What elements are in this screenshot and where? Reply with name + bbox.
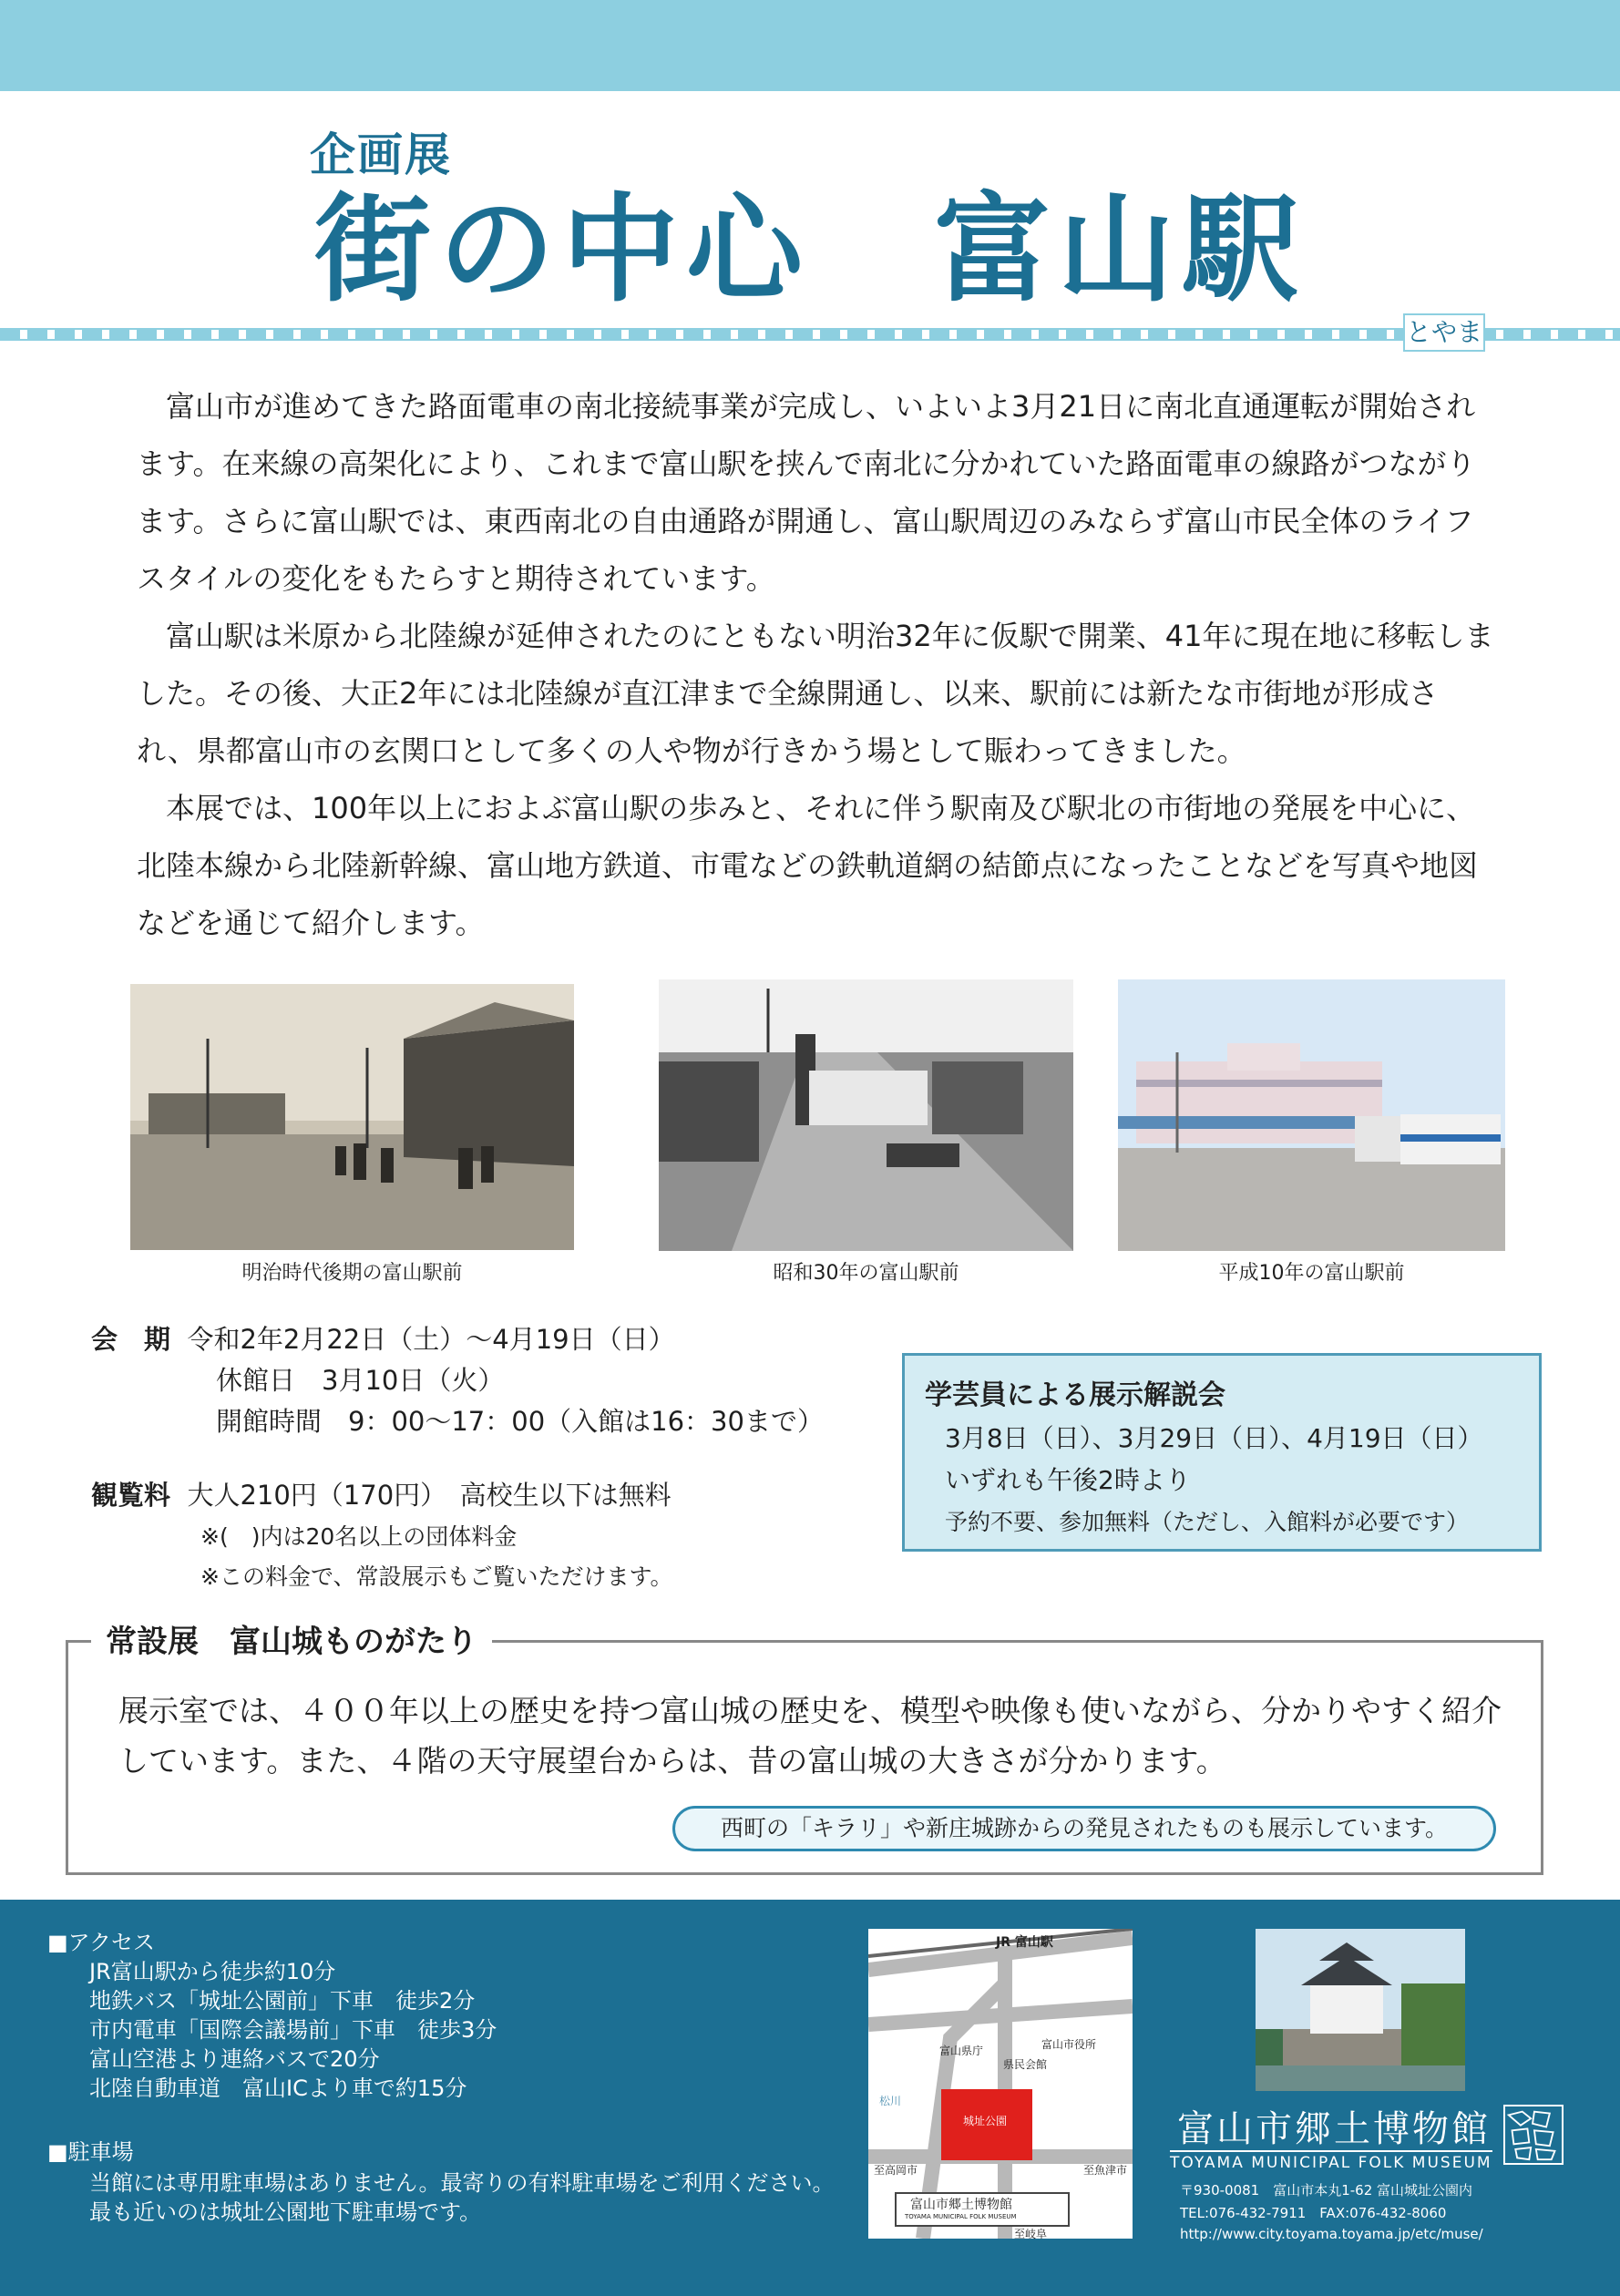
museum-phone: TEL:076-432-7911 FAX:076-432-8060 xyxy=(1180,2205,1447,2221)
photo-showa-station xyxy=(659,979,1073,1251)
fee-note: ※この料金で、常設展示もご覧いただけます。 xyxy=(200,1563,673,1590)
access-item: 地鉄バス「城址公園前」下車 徒歩2分 xyxy=(89,1988,476,2014)
permanent-exhibit-title: 常設展 富山城ものがたり xyxy=(91,1616,492,1661)
intro-paragraph: 本展では、100年以上におよぶ富山駅の歩みと、それに伴う駅南及び駅北の市街地の発展を中心に、北陸本線から北陸新幹線、富山地方鉄道、市電などの鉄軌道網の結節点になったことなどを写真や地図などを通じて紹介します。 xyxy=(137,791,1479,940)
curator-talk-note: 予約不要、参加無料（ただし、入館料が必要です） xyxy=(945,1509,1470,1535)
museum-name-en: TOYAMA MUNICIPAL FOLK MUSEUM xyxy=(1170,2150,1492,2172)
map-label-river: 松川 xyxy=(879,2095,902,2107)
photo-caption: 昭和30年の富山駅前 xyxy=(773,1262,959,1285)
map-label-park: 城址公園 xyxy=(963,2115,1008,2127)
map-label-gifu: 至岐阜 xyxy=(1014,2228,1048,2240)
fee-label: 観覧料 xyxy=(91,1480,171,1511)
museum-name: 富山市郷土博物館 xyxy=(1177,2108,1491,2150)
title-divider xyxy=(0,328,1620,341)
map-label-city-hall: 富山市役所 xyxy=(1041,2038,1097,2051)
photo-caption: 平成10年の富山駅前 xyxy=(1218,1262,1405,1285)
map-label-pref-office: 富山県庁 xyxy=(939,2045,984,2057)
map-label-station: JR 富山駅 xyxy=(996,1935,1053,1950)
closed-day: 休館日 3月10日（火） xyxy=(216,1365,505,1396)
period-value: 令和2年2月22日（土）～4月19日（日） xyxy=(187,1324,675,1355)
photo-meiji-station xyxy=(130,984,574,1250)
access-item: 北陸自動車道 富山ICより車で約15分 xyxy=(89,2076,467,2101)
museum-url[interactable]: http://www.city.toyama.toyama.jp/etc/muse/ xyxy=(1180,2226,1483,2242)
title-reading: とやま xyxy=(1403,313,1485,352)
intro-text xyxy=(137,378,1494,952)
curator-talk-box xyxy=(902,1353,1542,1552)
exhibition-type-label: 企画展 xyxy=(310,128,452,181)
map-label-uozu: 至魚津市 xyxy=(1083,2164,1128,2177)
map-label-kenmin: 県民会館 xyxy=(1003,2058,1048,2071)
photo-caption: 明治時代後期の富山駅前 xyxy=(241,1262,463,1285)
fee-value: 大人210円（170円） 高校生以下は無料 xyxy=(187,1480,672,1511)
map-museum-label: 富山市郷土博物館 xyxy=(910,2198,1012,2212)
intro-paragraph: 富山駅は米原から北陸線が延伸されたのにともない明治32年に仮駅で開業、41年に現在地に移転しました。その後、大正2年には北陸線が直江津まで全線開通し、以来、駅前には新たな市街地が形成され、県都富山市の玄関口として多くの人や物が行きかう場として賑わってきました。 xyxy=(137,619,1494,768)
fee-row xyxy=(91,1474,672,1516)
access-item: JR富山駅から徒歩約10分 xyxy=(89,1959,336,1984)
opening-hours: 開館時間 9：00～17：00（入館は16：30まで） xyxy=(216,1406,824,1437)
access-item: 市内電車「国際会議場前」下車 徒歩3分 xyxy=(89,2017,497,2043)
access-item: 富山空港より連絡バスで20分 xyxy=(89,2046,380,2072)
castle-photo xyxy=(1256,1929,1465,2091)
intro-paragraph: 富山市が進めてきた路面電車の南北接続事業が完成し、いよいよ3月21日に南北直通運転が開始されます。在来線の高架化により、これまで富山駅を挟んで南北に分かれていた路面電車の線路がつながります。さらに富山駅では、東西南北の自由通路が開通し、富山駅周辺のみならず富山市民全体のライフスタイルの変化をもたらすと期待されています。 xyxy=(137,389,1476,596)
period-row xyxy=(91,1318,675,1360)
access-heading: ■アクセス xyxy=(47,1930,155,1955)
map-label-takaoka: 至高岡市 xyxy=(874,2164,918,2177)
parking-item: 当館には専用駐車場はありません。最寄りの有料駐車場をご利用ください。 xyxy=(89,2170,835,2196)
curator-talk-dates: 3月8日（日）、3月29日（日）、4月19日（日） xyxy=(945,1423,1483,1453)
curator-talk-title: 学芸員による展示解説会 xyxy=(925,1379,1225,1411)
page-title: 街の中心 富山駅 xyxy=(314,182,1307,318)
museum-logo-icon xyxy=(1503,2105,1564,2165)
fee-note: ※( )内は20名以上の団体料金 xyxy=(200,1523,518,1550)
map-museum-label-en: TOYAMA MUNICIPAL FOLK MUSEUM xyxy=(905,2213,1017,2220)
permanent-exhibit-text: 展示室では、４００年以上の歴史を持つ富山城の歴史を、模型や映像も使いながら、分かりやすく紹介しています。また、４階の天守展望台からは、昔の富山城の大きさが分かります。 xyxy=(118,1693,1502,1778)
museum-address: 〒930-0081 富山市本丸1-62 富山城址公園内 xyxy=(1180,2182,1473,2199)
photo-heisei-station xyxy=(1118,979,1505,1251)
access-map xyxy=(868,1929,1133,2239)
period-label: 会 期 xyxy=(91,1324,171,1355)
parking-item: 最も近いのは城址公園地下駐車場です。 xyxy=(89,2199,482,2225)
top-band xyxy=(0,0,1620,91)
curator-talk-time: いずれも午後2時より xyxy=(945,1465,1191,1495)
permanent-exhibit-note: 西町の「キラリ」や新庄城跡からの発見されたものも展示しています。 xyxy=(672,1806,1496,1851)
parking-heading: ■駐車場 xyxy=(47,2139,134,2165)
